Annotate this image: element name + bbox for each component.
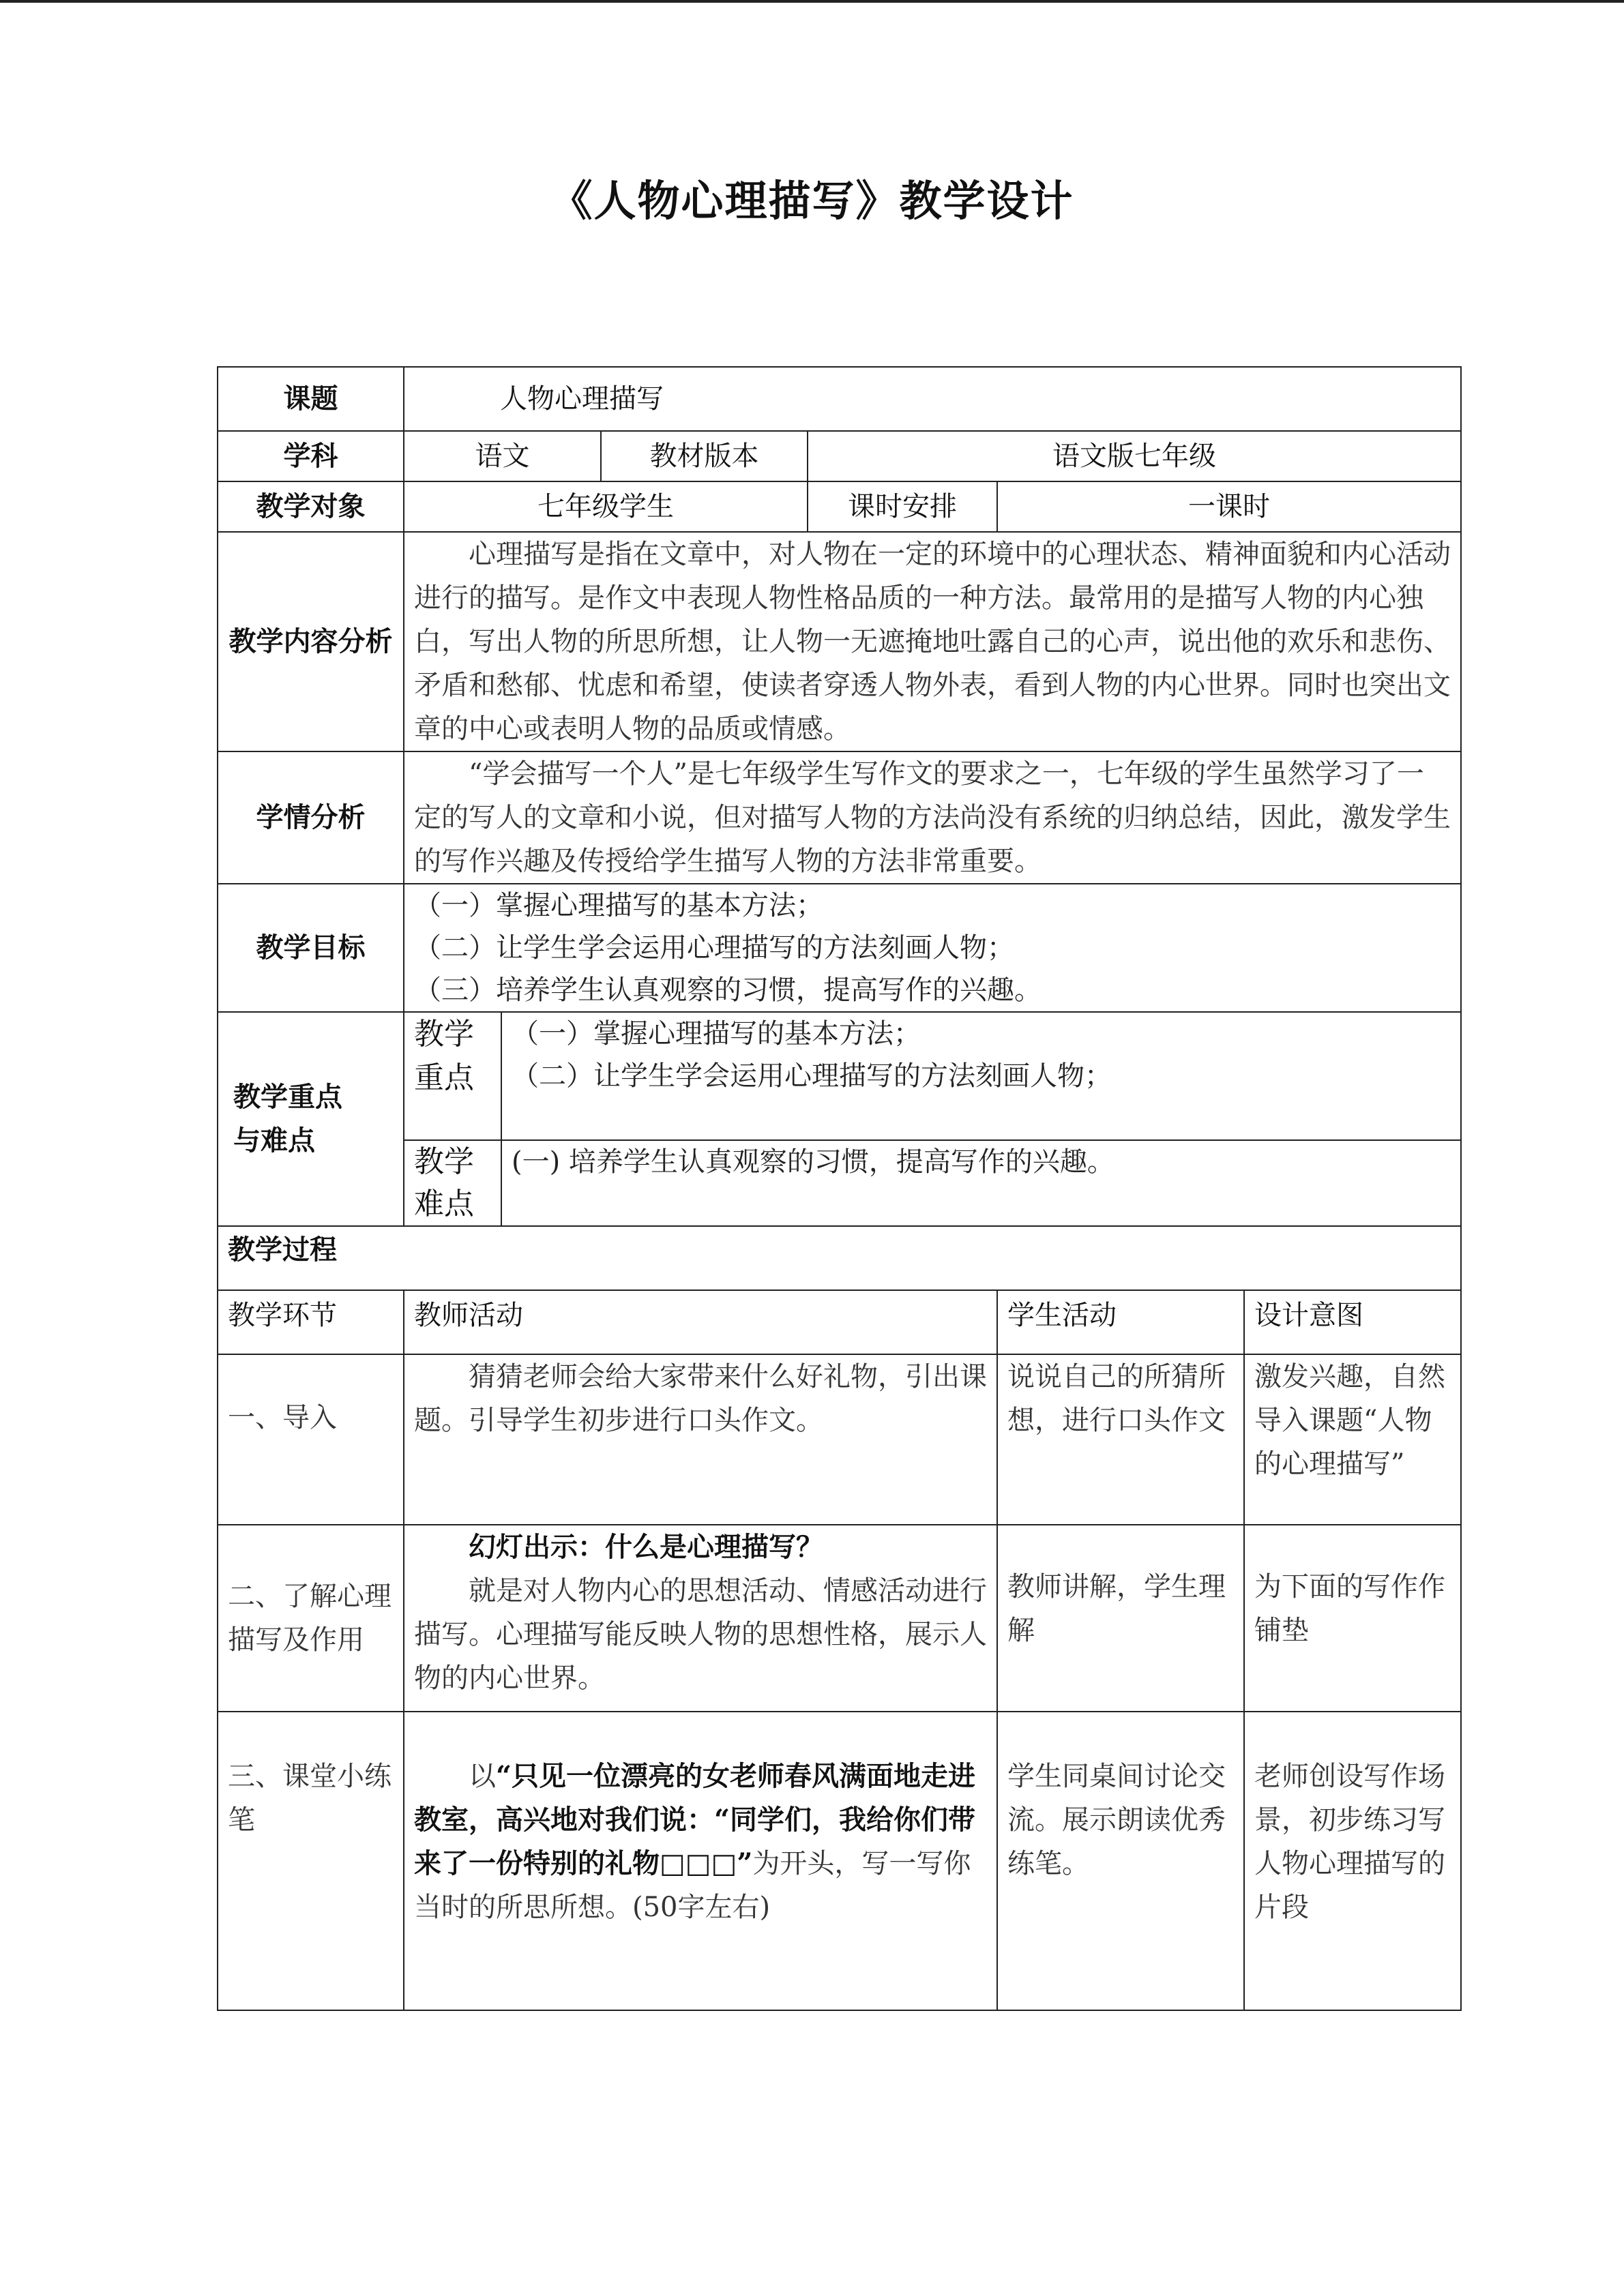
- process-label: 教学过程: [218, 1226, 1461, 1290]
- step-stage: 一、导入: [218, 1354, 404, 1525]
- page-top-border: [0, 0, 1624, 3]
- step-teacher-bold: “只见一位漂亮的女老师春风满面地走进教室，高兴地对我们说：“同学们，我给你们带来了一份特别的礼物□□□”: [414, 1760, 976, 1879]
- objective-item: （二）让学生学会运用心理描写的方法刻画人物；: [414, 932, 1014, 964]
- row-process-columns: [218, 1290, 1461, 1354]
- step-intent: 激发兴趣，自然导入课题“人物的心理描写”: [1244, 1354, 1461, 1525]
- column-header-teacher: 教师活动: [404, 1290, 997, 1354]
- column-header-stage: 教学环节: [218, 1290, 404, 1354]
- schedule-label: 课时安排: [808, 481, 997, 532]
- step-stage: 三、课堂小练笔: [218, 1712, 404, 2010]
- learner-analysis-text: “学会描写一个人”是七年级学生写作文的要求之一，七年级的学生虽然学习了一定的写人的文章和小说，但对描写人物的方法尚没有系统的归纳总结，因此，激发学生的写作兴趣及传授给学生描写人物的方法非常重要。: [404, 751, 1461, 884]
- document-title: 《人物心理描写》教学设计: [550, 176, 1074, 226]
- row-topic: [218, 367, 1461, 431]
- audience-label: 教学对象: [218, 481, 404, 532]
- step-student: 教师讲解，学生理解: [997, 1525, 1244, 1712]
- objectives-list: [404, 884, 1461, 1012]
- lesson-plan-table: [217, 366, 1462, 2011]
- difficulty-label: 教学难点: [404, 1140, 501, 1226]
- row-subject: [218, 431, 1461, 481]
- process-step-row: [218, 1525, 1461, 1712]
- step-intent: 老师创设写作场景，初步练习写人物心理描写的片段: [1244, 1712, 1461, 2010]
- step-teacher: 猜猜老师会给大家带来什么好礼物，引出课题。引导学生初步进行口头作文。: [404, 1354, 997, 1525]
- edition-label: 教材版本: [601, 431, 808, 481]
- audience-value: 七年级学生: [404, 481, 808, 532]
- focus-item: （一）掌握心理描写的基本方法；: [512, 1018, 921, 1049]
- row-content-analysis: [218, 532, 1461, 751]
- step-teacher-heading: 幻灯出示：什么是心理描写？: [469, 1531, 823, 1563]
- subject-value: 语文: [404, 431, 601, 481]
- difficulty-list: [501, 1140, 1461, 1226]
- content-analysis-label: 教学内容分析: [218, 532, 404, 751]
- row-objectives: [218, 884, 1461, 1012]
- row-process-title: [218, 1226, 1461, 1290]
- row-key-points: [218, 1012, 1461, 1140]
- focus-list: [501, 1012, 1461, 1140]
- step-teacher-cell: [404, 1712, 997, 2010]
- column-header-intent: 设计意图: [1244, 1290, 1461, 1354]
- step-teacher-suffix: 为开头，写一写你当时的所思所想。(50字左右): [414, 1848, 971, 1923]
- step-teacher: 就是对人物内心的思想活动、情感活动进行描写。心理描写能反映人物的思想性格，展示人物的内心世界。: [414, 1575, 987, 1694]
- step-teacher-cell: [404, 1525, 997, 1712]
- row-difficulty: [218, 1140, 1461, 1226]
- difficulty-item: (一) 培养学生认真观察的习惯，提高写作的兴趣。: [512, 1146, 1114, 1178]
- process-step-row: [218, 1354, 1461, 1525]
- step-teacher-prefix: 以: [469, 1761, 496, 1792]
- learner-analysis-label: 学情分析: [218, 751, 404, 884]
- focus-item: （二）让学生学会运用心理描写的方法刻画人物；: [512, 1060, 1112, 1092]
- step-stage: 二、了解心理描写及作用: [218, 1525, 404, 1712]
- process-step-row: [218, 1712, 1461, 2010]
- subject-label: 学科: [218, 431, 404, 481]
- topic-label: 课题: [218, 367, 404, 431]
- content-analysis-text: 心理描写是指在文章中，对人物在一定的环境中的心理状态、精神面貌和内心活动进行的描写。是作文中表现人物性格品质的一种方法。最常用的是描写人物的内心独白，写出人物的所思所想，让人物一无遮掩地吐露自己的心声，说出他的欢乐和悲伤、矛盾和愁郁、忧虑和希望，使读者穿透人物外表，看到人物的内心世界。同时也突出文章的中心或表明人物的品质或情感。: [404, 532, 1461, 751]
- key-points-label: 教学重点与难点: [218, 1012, 404, 1226]
- objective-item: （三）培养学生认真观察的习惯，提高写作的兴趣。: [414, 974, 1042, 1006]
- step-intent: 为下面的写作作铺垫: [1244, 1525, 1461, 1712]
- focus-label: 教学重点: [404, 1012, 501, 1140]
- edition-value: 语文版七年级: [808, 431, 1461, 481]
- schedule-value: 一课时: [997, 481, 1461, 532]
- step-student: 学生同桌间讨论交流。展示朗读优秀练笔。: [997, 1712, 1244, 2010]
- topic-value: 人物心理描写: [404, 367, 1461, 431]
- row-audience: [218, 481, 1461, 532]
- step-student: 说说自己的所猜所想，进行口头作文: [997, 1354, 1244, 1525]
- column-header-student: 学生活动: [997, 1290, 1244, 1354]
- row-learner-analysis: [218, 751, 1461, 884]
- objectives-label: 教学目标: [218, 884, 404, 1012]
- objective-item: （一）掌握心理描写的基本方法；: [414, 890, 823, 921]
